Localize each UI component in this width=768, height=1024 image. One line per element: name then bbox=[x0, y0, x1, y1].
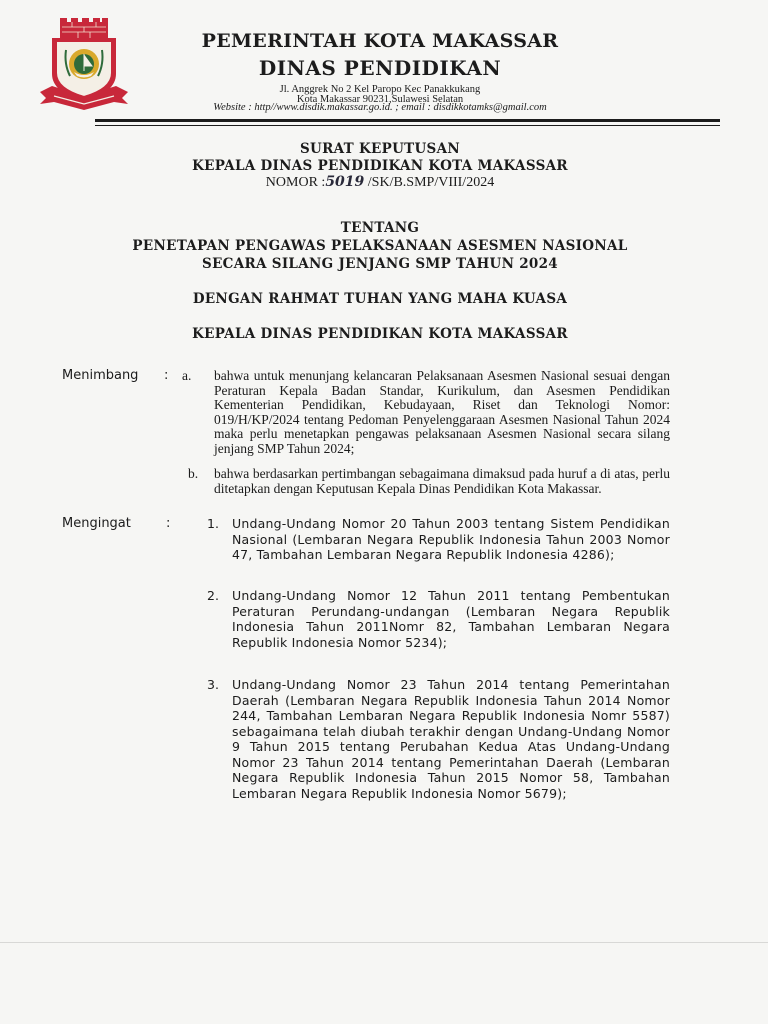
issuer-heading: KEPALA DINAS PENDIDIKAN KOTA MAKASSAR bbox=[192, 158, 568, 174]
menimbang-item-a-marker: a. bbox=[182, 368, 192, 383]
page-bottom-edge bbox=[0, 942, 768, 943]
menimbang-colon: : bbox=[164, 368, 169, 383]
menimbang-item-b-text: bahwa berdasarkan pertimbangan sebagaimana dimaksud pada huruf a di atas, perlu ditetapkan dengan Keputusan Kepala Dinas Pendidikan Kota Makassar. bbox=[214, 466, 670, 496]
doc-type-heading: SURAT KEPUTUSAN bbox=[299, 141, 461, 157]
makassar-emblem-logo bbox=[38, 16, 130, 112]
subject-line1: PENETAPAN PENGAWAS PELAKSANAAN ASESMEN NASIONAL bbox=[132, 238, 628, 254]
org-name-line1: PEMERINTAH KOTA MAKASSAR bbox=[201, 30, 559, 52]
letterhead-divider-thin bbox=[95, 125, 720, 126]
invocation-heading: DENGAN RAHMAT TUHAN YANG MAHA KUASA bbox=[192, 291, 568, 307]
mengingat-colon: : bbox=[166, 516, 171, 531]
menimbang-item-b-marker: b. bbox=[188, 466, 199, 481]
nomor-label: NOMOR : bbox=[265, 175, 326, 190]
mengingat-label: Mengingat bbox=[62, 516, 131, 531]
contact-line: Website : http//www.disdik.makassar.go.id. ; email : disdikkotamks@gmail.com bbox=[213, 102, 547, 113]
authority-heading: KEPALA DINAS PENDIDIKAN KOTA MAKASSAR bbox=[192, 326, 568, 342]
mengingat-item-2-marker: 2. bbox=[207, 588, 219, 603]
subject-line2: SECARA SILANG JENJANG SMP TAHUN 2024 bbox=[202, 256, 558, 272]
menimbang-label: Menimbang bbox=[62, 368, 139, 383]
org-name-line2: DINAS PENDIDIKAN bbox=[258, 56, 502, 80]
nomor-handwritten-number: 5019 bbox=[325, 174, 365, 190]
mengingat-item-3-marker: 3. bbox=[207, 677, 219, 692]
letterhead-divider-thick bbox=[95, 119, 720, 122]
mengingat-item-3-text: Undang-Undang Nomor 23 Tahun 2014 tentang Pemerintahan Daerah (Lembaran Negara Republik Indonesia Tahun 2014 Nomor 244, Tambahan Lembaran Negara Republik Indonesia Nomr 5587) sebagaimana telah diubah terakhir dengan Undang-Undang Nomor 9 Tahun 2015 tentang Perubahan Kedua Atas Undang-Undang Nomor 23 Tahun 2014 tentang Pemerintahan Daerah (Lembaran Negara Republik Indonesia Tahun 2015 Nomor 58, Tambahan Lembaran Negara Republik Indonesia Nomor 5679); bbox=[232, 677, 670, 801]
menimbang-item-a-text: bahwa untuk menunjang kelancaran Pelaksanaan Asesmen Nasional sesuai dengan Peraturan Kepala Badan Standar, Kurikulum, dan Asesmen Pendidikan Kementerian Pendidikan, Kebudayaan, Riset dan Teknologi Nomor: 019/H/KP/2024 tentang Pedoman Penyelenggaraan Asesmen Nasional Tahun 2024 maka perlu menetapkan pengawas pelaksanaan Asesmen Nasional secara silang jenjang SMP Tahun 2024; bbox=[214, 368, 670, 456]
mengingat-item-2-text: Undang-Undang Nomor 12 Tahun 2011 tentang Pembentukan Peraturan Perundang-undangan (Lembaran Negara Republik Indonesia Tahun 2011Nomr 82, Tambahan Lembaran Negara Republik Indonesia Nomor 5234); bbox=[232, 588, 670, 650]
mengingat-item-1-text: Undang-Undang Nomor 20 Tahun 2003 tentang Sistem Pendidikan Nasional (Lembaran Negara Republik Indonesia Tahun 2003 Nomor 47, Tambahan Lembaran Negara Republik Indonesia 4286); bbox=[232, 516, 670, 562]
address-line1: Jl. Anggrek No 2 Kel Paropo Kec Panakkukang bbox=[279, 84, 481, 95]
mengingat-item-1-marker: 1. bbox=[207, 516, 219, 531]
tentang-heading: TENTANG bbox=[340, 220, 420, 236]
nomor-suffix: /SK/B.SMP/VIII/2024 bbox=[364, 175, 495, 190]
address-line2: Kota Makassar 90231,Sulawesi Selatan bbox=[296, 94, 464, 105]
document-number-line bbox=[100, 174, 660, 191]
